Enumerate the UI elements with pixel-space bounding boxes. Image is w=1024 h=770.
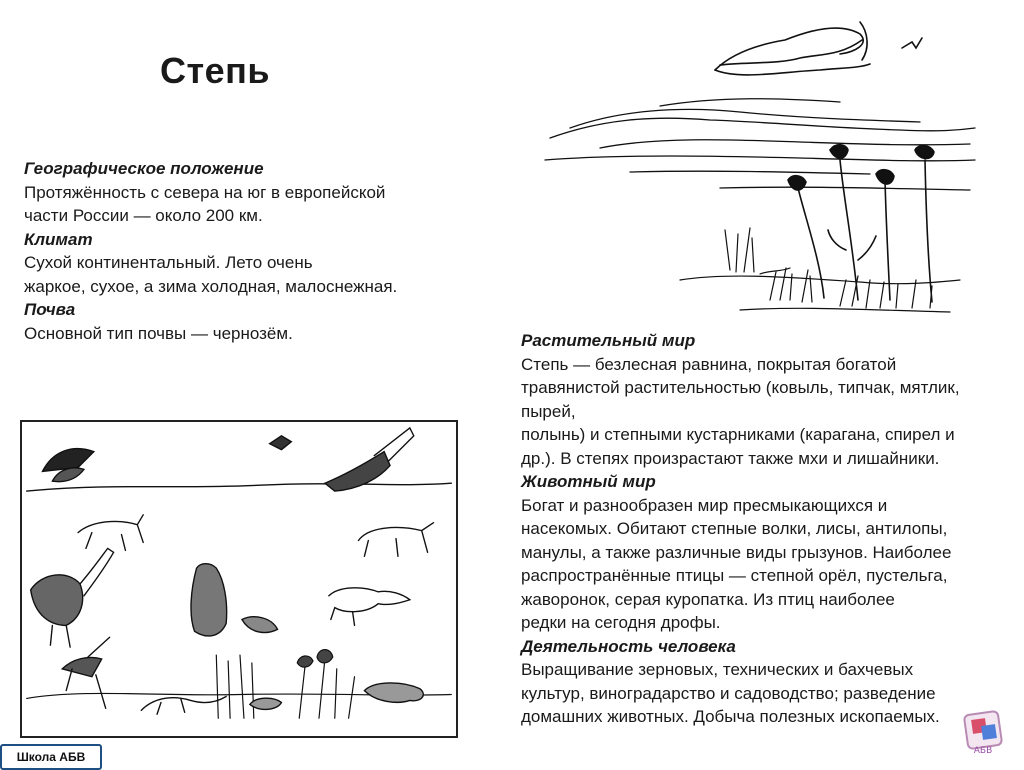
lizard-drawing — [141, 697, 226, 715]
eagle-drawing — [43, 428, 414, 491]
geo-line: части России — около 200 км. — [24, 206, 263, 225]
fauna-line: насекомых. Обитают степные волки, лисы, антилопы, — [521, 519, 948, 538]
horizon-lines — [545, 99, 975, 190]
climate-heading: Климат — [24, 229, 93, 249]
school-logo — [960, 705, 1006, 757]
flora-line: полынь) и степными кустарниками (карагана, спирел и — [521, 425, 955, 444]
bustard-drawing — [31, 548, 114, 647]
human-line: домашних животных. Добыча полезных ископаемых. — [521, 707, 940, 726]
steppe-landscape-illustration — [540, 10, 980, 320]
fauna-line: манулы, а также различные виды грызунов. Наиболее — [521, 542, 952, 562]
climate-line: Сухой континентальный. Лето очень — [24, 253, 313, 272]
human-line: Выращивание зерновых, технических и бахчевых — [521, 660, 914, 679]
climate-line: жаркое, сухое, а зима холодная, малоснежная. — [24, 276, 398, 296]
right-text-block — [521, 329, 960, 729]
fauna-line: редки на сегодня дрофы. — [521, 613, 721, 632]
steppe-fauna-illustration — [20, 420, 458, 738]
rodent-drawing — [250, 698, 282, 709]
ferret-drawing — [364, 683, 423, 702]
fauna-heading: Животный мир — [521, 472, 656, 491]
small-bird-drawing — [270, 436, 292, 450]
soil-line: Основной тип почвы — чернозём. — [24, 323, 293, 343]
grasshopper-drawing — [62, 637, 109, 708]
fox-drawing — [329, 588, 410, 626]
flora-line: Степь — безлесная равнина, покрытая богатой — [521, 354, 897, 374]
flora-line: травянистой растительностью (ковыль, типчак, мятлик, — [521, 378, 960, 397]
geo-heading: Географическое положение — [24, 159, 264, 178]
flora-heading: Растительный мир — [521, 331, 696, 350]
left-text-block — [24, 157, 397, 345]
page-title: Степь — [160, 50, 271, 91]
human-line: культур, виноградарство и садоводство; разведение — [521, 683, 936, 703]
logo-letters: АБВ — [973, 746, 993, 756]
fauna-line: жаворонок, серая куропатка. Из птиц наиболее — [521, 589, 895, 609]
marmot-drawing — [191, 564, 278, 636]
bird-drawing — [902, 38, 922, 48]
antelope-drawing — [78, 515, 433, 556]
geo-line: Протяжённость с севера на юг в европейской — [24, 182, 386, 202]
fauna-line: распространённые птицы — степной орёл, пустельга, — [521, 566, 948, 585]
horizon-line — [27, 483, 452, 491]
human-heading: Деятельность человека — [521, 636, 736, 656]
flora-line: пырей, — [521, 401, 576, 421]
cloud-drawing — [715, 22, 870, 75]
flora-line: др.). В степях произрастают также мхи и лишайники. — [521, 448, 940, 468]
fauna-line: Богат и разнообразен мир пресмыкающихся и — [521, 495, 888, 515]
school-badge: Школа АБВ — [0, 744, 102, 770]
soil-heading: Почва — [24, 300, 76, 319]
